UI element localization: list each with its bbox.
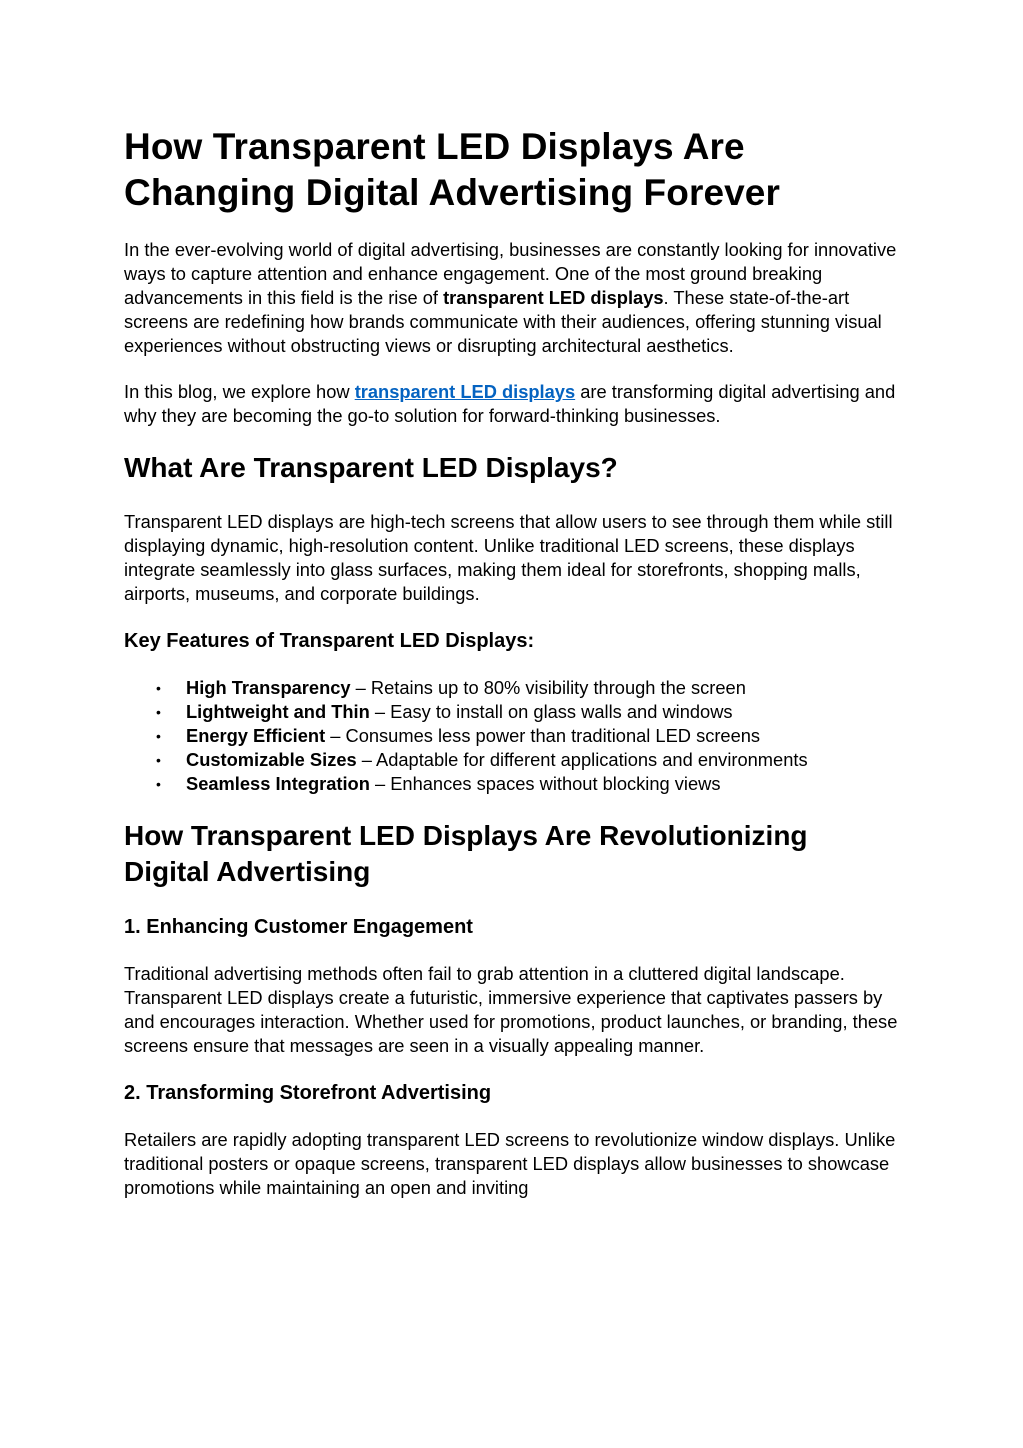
storefront-paragraph: Retailers are rapidly adopting transparent LED screens to revolutionize window displays. Unlike traditional posters or opaque screens, transparent LED displays allow businesses to showcase promotions while maintaining an open and inviting	[124, 1129, 896, 1198]
feature-name: Energy Efficient	[186, 725, 326, 746]
engagement-paragraph: Traditional advertising methods often fail to grab attention in a cluttered digital landscape. Transparent LED displays create a futuristic, immersive experience that captivates passers by and encourages interaction. Whether used for promotions, product launches, or branding, these screens ensure that messages are seen in a visually appealing manner.	[124, 963, 898, 1056]
key-features-heading: Key Features of Transparent LED Displays:	[124, 630, 535, 652]
feature-name: High Transparency	[186, 677, 351, 698]
list-item	[124, 724, 904, 748]
page-title-line-1: How Transparent LED Displays Are	[124, 126, 745, 167]
bullet-icon: •	[156, 728, 161, 744]
feature-desc: – Easy to install on glass walls and windows	[369, 701, 733, 722]
feature-desc: – Enhances spaces without blocking views	[369, 773, 721, 794]
blog-intro-paragraph	[124, 380, 904, 428]
intro-text-start: In the ever-evolving world of digital advertising, businesses are constantly looking for innovative ways to capture attention and enhance engagement. One of the most ground breaking advancements in this field is the rise of	[124, 239, 897, 308]
bullet-icon: •	[156, 752, 161, 768]
transparent-led-link[interactable]: transparent LED displays	[354, 381, 576, 402]
feature-name: Customizable Sizes	[186, 749, 357, 770]
page-title	[124, 124, 904, 216]
blog-intro-text-end: are transforming digital advertising and why they are becoming the go-to solution for forward-thinking businesses.	[124, 381, 896, 426]
feature-name: Seamless Integration	[186, 773, 370, 794]
section-heading-revolutionizing	[124, 818, 904, 890]
feature-name: Lightweight and Thin	[186, 701, 370, 722]
section-heading-line-2: Digital Advertising	[124, 856, 371, 887]
blog-intro-text-start: In this blog, we explore how	[124, 381, 355, 402]
feature-desc: – Consumes less power than traditional LED screens	[325, 725, 761, 746]
intro-text-end: . These state-of-the-art screens are redefining how brands communicate with their audiences, offering stunning visual experiences without obstructing views or disrupting architectural aesthetics.	[124, 287, 882, 356]
bullet-icon: •	[156, 680, 161, 696]
feature-desc: – Retains up to 80% visibility through the screen	[350, 677, 746, 698]
subheading-engagement: 1. Enhancing Customer Engagement	[124, 916, 473, 938]
bullet-icon: •	[156, 704, 161, 720]
bullet-icon: •	[156, 776, 161, 792]
section-heading-what-are: What Are Transparent LED Displays?	[124, 452, 618, 483]
subheading-storefront: 2. Transforming Storefront Advertising	[124, 1082, 492, 1104]
intro-paragraph	[124, 238, 904, 358]
features-list	[124, 676, 904, 796]
list-item	[124, 700, 904, 724]
list-item	[124, 748, 904, 772]
intro-bold-term: transparent LED displays	[443, 287, 664, 308]
list-item	[124, 676, 904, 700]
list-item	[124, 772, 904, 796]
section-heading-line-1: How Transparent LED Displays Are Revolutionizing	[124, 820, 808, 851]
definition-paragraph: Transparent LED displays are high-tech screens that allow users to see through them while still displaying dynamic, high-resolution content. Unlike traditional LED screens, these displays integrate seamlessly into glass surfaces, making them ideal for storefronts, shopping malls, airports, museums, and corporate buildings.	[124, 511, 893, 604]
document-page	[124, 124, 904, 1222]
feature-desc: – Adaptable for different applications and environments	[356, 749, 808, 770]
page-title-line-2: Changing Digital Advertising Forever	[124, 172, 780, 213]
